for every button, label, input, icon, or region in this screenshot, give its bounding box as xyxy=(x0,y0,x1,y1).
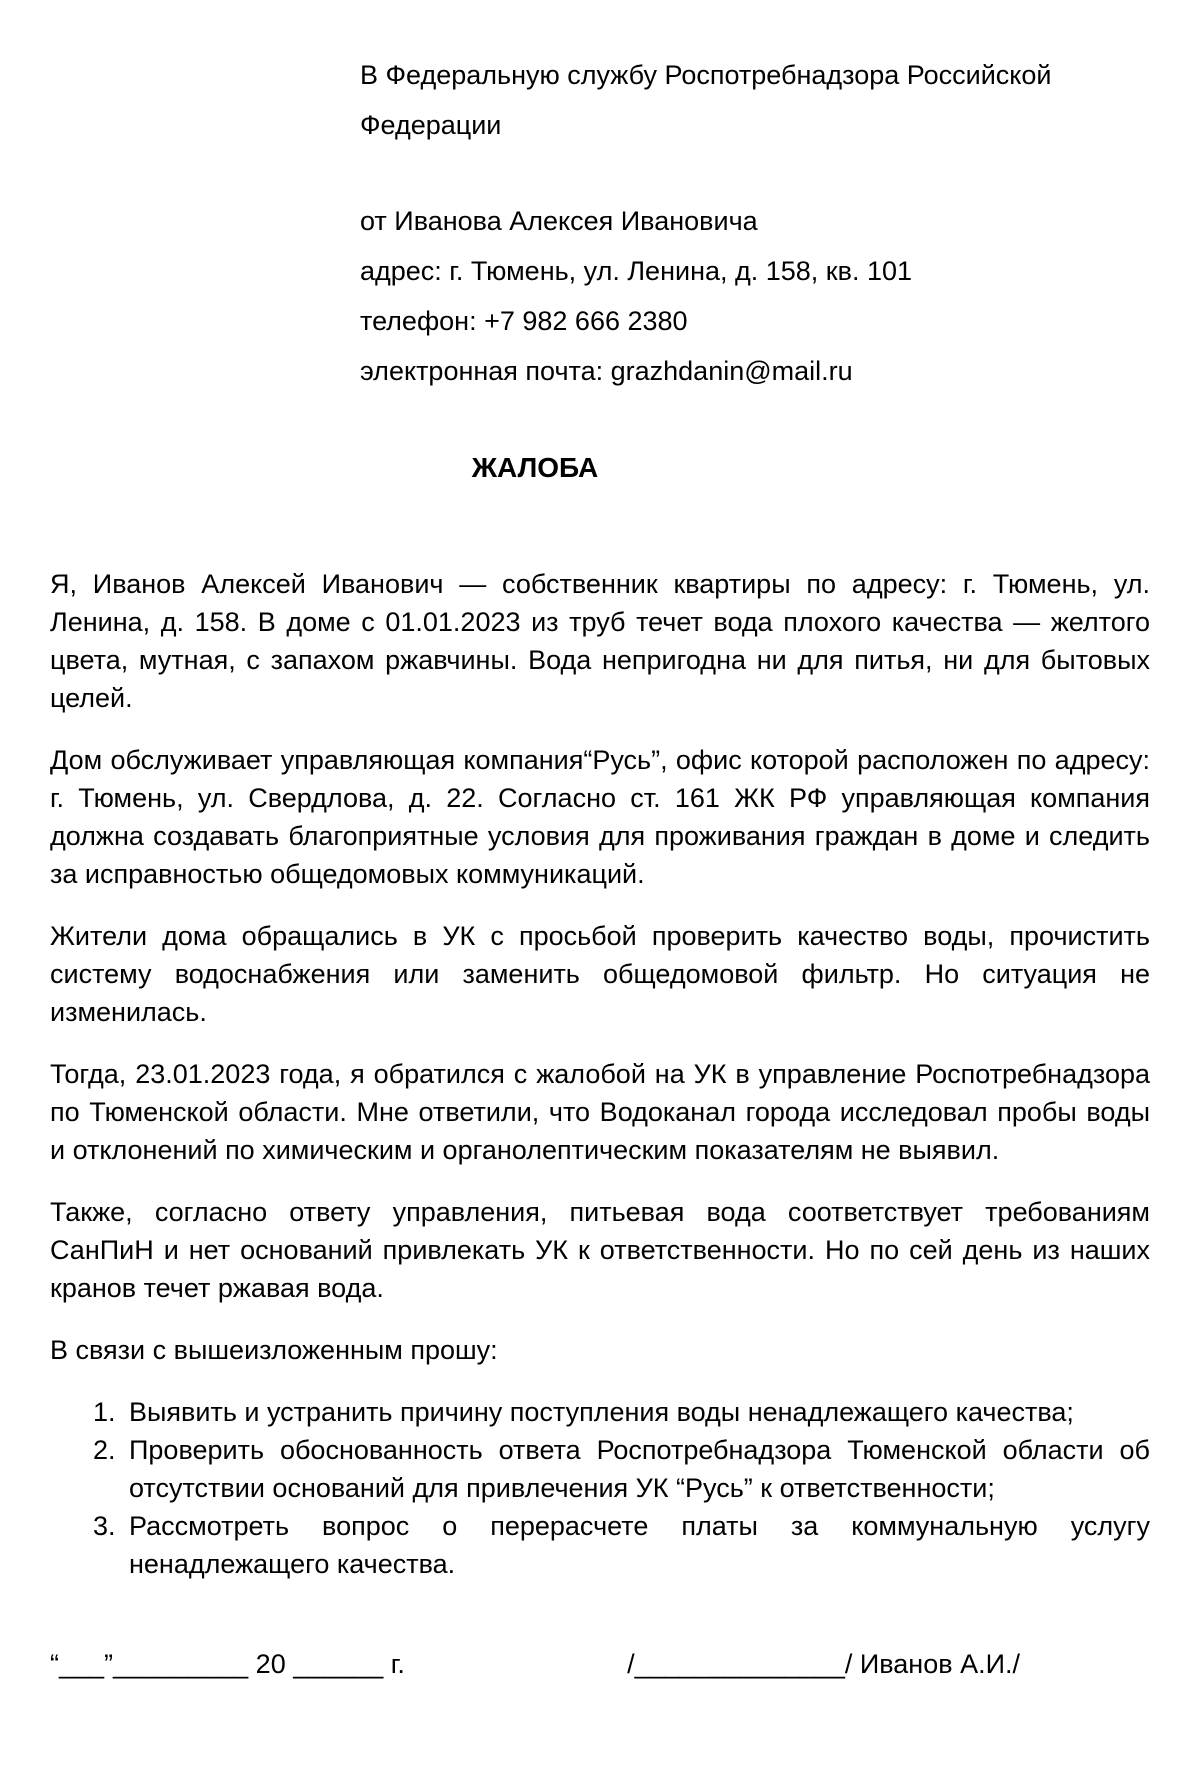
document-footer xyxy=(50,1645,1150,1683)
document-body xyxy=(50,565,1150,1583)
request-item-2: 2. Проверить обоснованность ответа Роспотребнадзора Тюменской области об отсутствии оснований для привлечения УК “Русь” к ответственности; xyxy=(123,1431,1150,1507)
sender-phone-line: телефон: +7 982 666 2380 xyxy=(360,306,688,336)
body-paragraph-4: Тогда, 23.01.2023 года, я обратился с жалобой на УК в управление Роспотребнадзора по Тюменской области. Мне ответили, что Водоканал города исследовал пробы воды и отклонений по химическим и органолептическим показателям не выявил. xyxy=(50,1059,1150,1165)
document-title: ЖАЛОБА xyxy=(471,452,599,483)
requests-list xyxy=(50,1393,1150,1583)
sender-address-line: адрес: г. Тюмень, ул. Ленина, д. 158, кв. 101 xyxy=(360,256,913,286)
request-item-1: 1. Выявить и устранить причину поступления воды ненадлежащего качества; xyxy=(123,1393,1150,1431)
recipient-line: В Федеральную службу Роспотребнадзора Российской Федерации xyxy=(360,60,1052,140)
document-header xyxy=(360,50,1070,396)
sender-email-line: электронная почта: grazhdanin@mail.ru xyxy=(360,356,853,386)
body-paragraph-3: Жители дома обращались в УК с просьбой проверить качество воды, прочистить систему водоснабжения или заменить общедомовой фильтр. Но ситуация не изменилась. xyxy=(50,921,1150,1027)
request-item-3: 3. Рассмотреть вопрос о перерасчете платы за коммунальную услугу ненадлежащего качества. xyxy=(123,1507,1150,1583)
sender-name-line: от Иванова Алексея Ивановича xyxy=(360,206,758,236)
body-paragraph-5: Также, согласно ответу управления, питьевая вода соответствует требованиям СанПиН и нет оснований привлекать УК к ответственности. Но по сей день из наших кранов течет ржавая вода. xyxy=(50,1197,1150,1303)
body-paragraph-requests-intro: В связи с вышеизложенным прошу: xyxy=(50,1335,498,1365)
body-paragraph-2: Дом обслуживает управляющая компания“Русь”, офис которой расположен по адресу: г. Тюмень, ул. Свердлова, д. 22. Согласно ст. 161 ЖК РФ управляющая компания должна создавать благоприятные условия для проживания граждан в доме и следить за исправностью общедомовых коммуникаций. xyxy=(50,745,1150,889)
footer-date-line: “___”_________ 20 ______ г. xyxy=(50,1649,405,1679)
body-paragraph-1: Я, Иванов Алексей Иванович — собственник квартиры по адресу: г. Тюмень, ул. Ленина, д. 158. В доме с 01.01.2023 из труб течет вода плохого качества — желтого цвета, мутная, с запахом ржавчины. Вода непригодна ни для питья, ни для бытовых целей. xyxy=(50,569,1150,713)
footer-signature-line: /______________/ Иванов А.И./ xyxy=(627,1649,1020,1679)
